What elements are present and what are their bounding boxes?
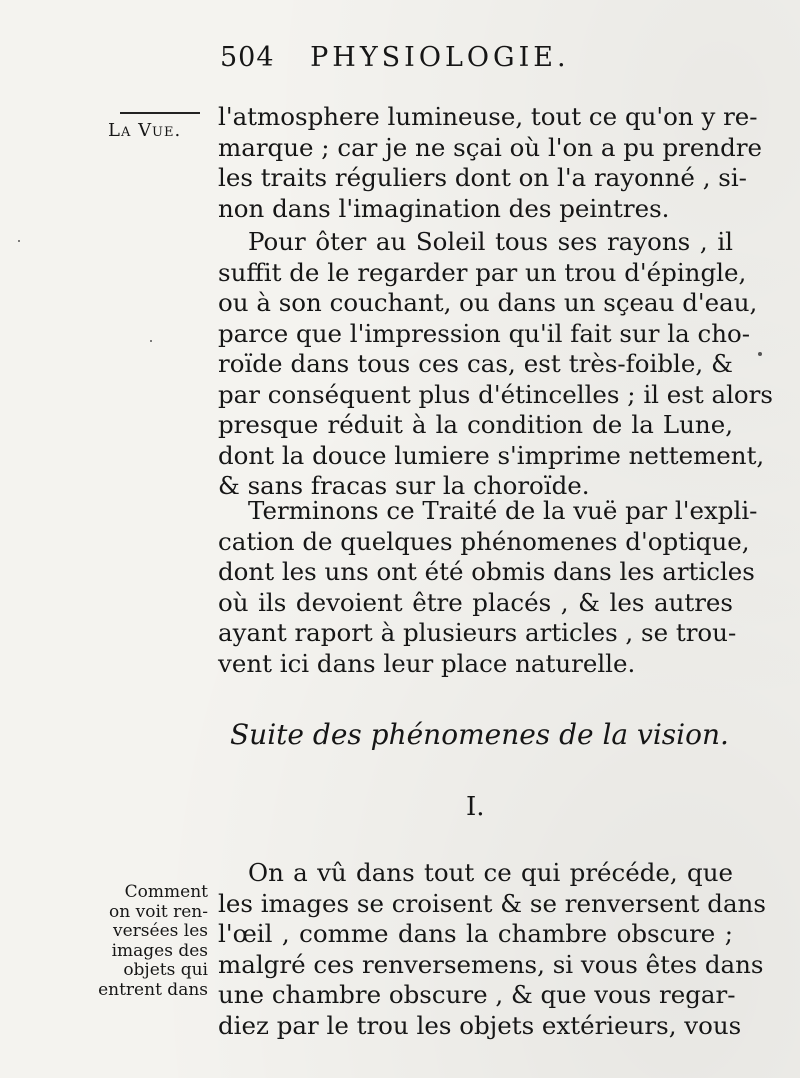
paragraph-4	[218, 858, 766, 1041]
text-line: parce que l'impression qu'il fait sur la cho-	[218, 318, 751, 348]
text-line: non dans l'imagination des peintres.	[218, 193, 670, 223]
margin-note-line: Comment	[124, 882, 208, 902]
text-line: les images se croisent & se renversent dans	[218, 888, 766, 918]
text-line: ou à son couchant, ou dans un sçeau d'eau,	[218, 288, 758, 317]
text-line: & sans fracas sur la choroïde.	[218, 471, 590, 500]
text-line: presque réduit à la condition de la Lune,	[218, 410, 733, 439]
page-number: 504	[220, 42, 275, 73]
margin-rule	[120, 112, 200, 114]
text-line: Terminons ce Traité de la vuë par l'expli-	[248, 496, 758, 525]
margin-note-line: versées les	[113, 921, 208, 941]
text-line: malgré ces renversemens, si vous êtes dans	[218, 949, 764, 979]
text-line: cation de quelques phénomenes d'optique,	[218, 526, 750, 556]
text-line: les traits réguliers dont on l'a rayonné , si-	[218, 163, 747, 192]
text-line: On a vû dans tout ce qui précéde, que	[248, 858, 733, 887]
text-line: par conséquent plus d'étincelles ; il est alors	[218, 379, 773, 409]
text-line: roïde dans tous ces cas, est très-foible, &	[218, 349, 733, 378]
margin-note-bottom	[98, 883, 208, 1000]
text-line: dont les uns ont été obmis dans les articles	[218, 557, 755, 586]
page-header	[220, 42, 570, 73]
text-line: ayant raport à plusieurs articles , se trou-	[218, 618, 737, 647]
paragraph-1	[218, 102, 763, 224]
text-line: où ils devoient être placés , & les autres	[218, 587, 733, 617]
text-line: suffit de le regarder par un trou d'épingle,	[218, 257, 747, 287]
text-line: l'œil , comme dans la chambre obscure ;	[218, 919, 733, 948]
text-line: vent ici dans leur place naturelle.	[218, 648, 636, 678]
section-number: I.	[466, 792, 485, 822]
running-title: PHYSIOLOGIE.	[310, 42, 570, 73]
paragraph-2	[218, 227, 773, 502]
text-line: Pour ôter au Soleil tous ses rayons , il	[248, 227, 733, 256]
text-line: l'atmosphere lumineuse, tout ce qu'on y re-	[218, 102, 758, 131]
margin-note-top: La Vue.	[108, 120, 182, 141]
text-line: marque ; car je ne sçai où l'on a pu prendre	[218, 132, 763, 162]
paragraph-3	[218, 496, 758, 679]
ink-speck	[150, 340, 152, 342]
margin-note-line: images des	[111, 940, 208, 961]
text-line: une chambre obscure , & que vous regar-	[218, 980, 736, 1009]
section-title: Suite des phénomenes de la vision.	[230, 718, 729, 751]
text-line: dont la douce lumiere s'imprime nettement,	[218, 440, 765, 470]
margin-note-line: entrent dans	[98, 979, 208, 1000]
margin-note-line: objets qui	[123, 960, 208, 980]
text-line: diez par le trou les objets extérieurs, vous	[218, 1010, 742, 1040]
margin-note-line: on voit ren-	[109, 901, 208, 922]
ink-speck	[758, 352, 762, 356]
ink-speck	[18, 240, 20, 242]
